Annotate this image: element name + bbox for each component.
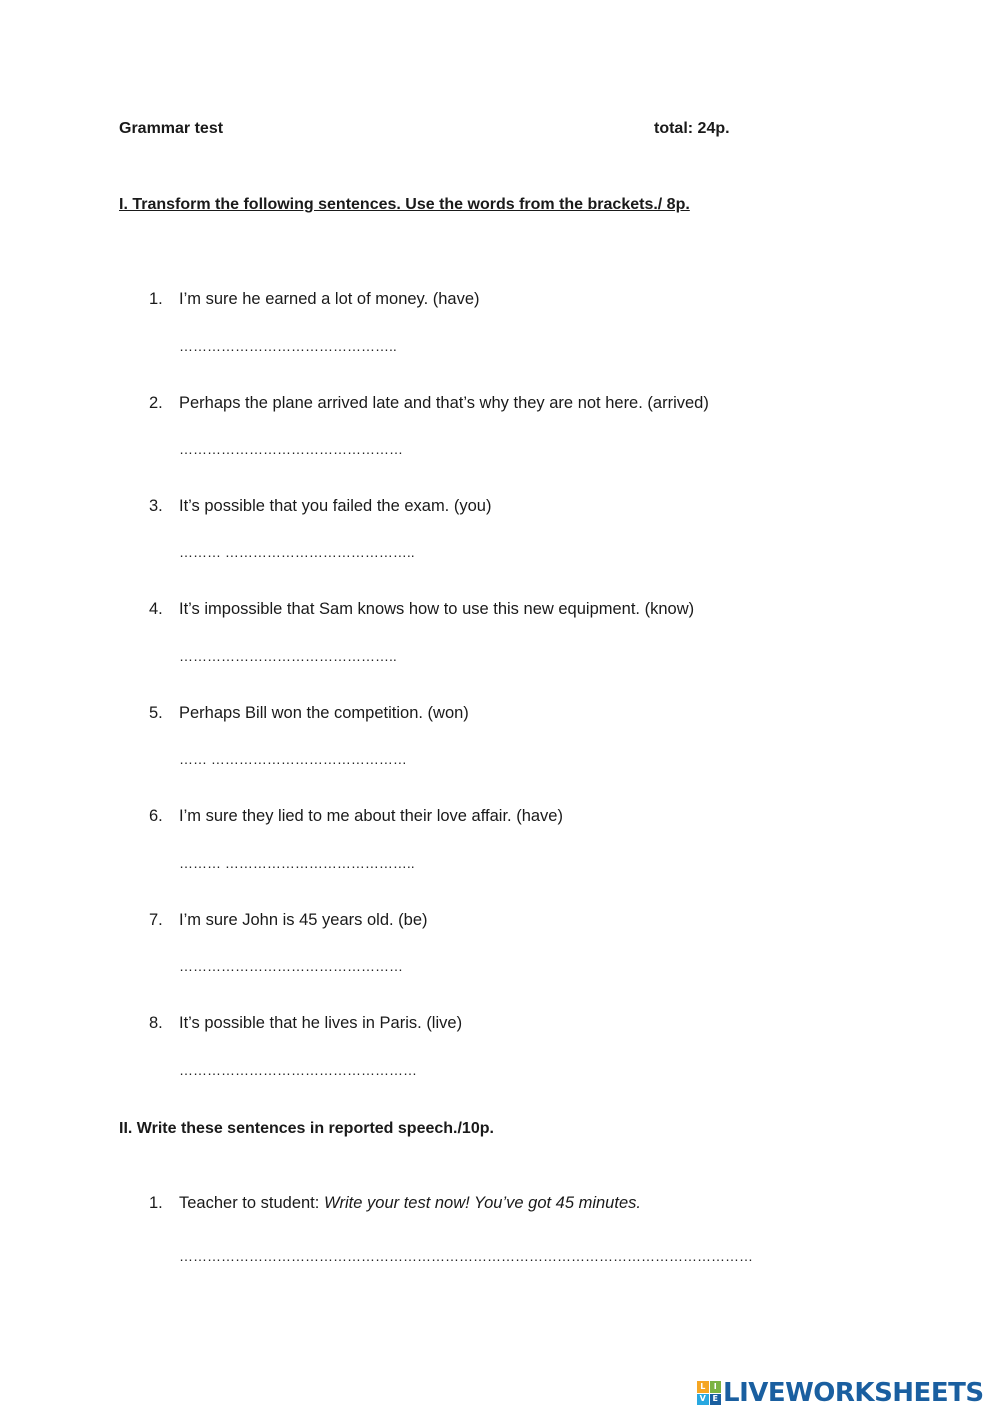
question-number: 7. — [149, 911, 163, 929]
answer-blank[interactable]: ……… ………………………………….. — [179, 855, 415, 871]
answer-blank[interactable]: …… …………………………………… — [179, 751, 407, 767]
question-text — [179, 1194, 641, 1213]
answer-blank[interactable]: ……… ………………………………….. — [179, 544, 415, 560]
question-number: 3. — [149, 497, 163, 515]
question-text: It’s possible that you failed the exam. (you) — [179, 497, 492, 515]
speaker-label: Teacher to student: — [179, 1194, 324, 1212]
logo-mark-letter: V — [697, 1394, 709, 1406]
question-text: I’m sure they lied to me about their love affair. (have) — [179, 807, 563, 825]
section-2-title: II. Write these sentences in reported speech./10p. — [119, 1120, 494, 1137]
question-number: 2. — [149, 394, 163, 412]
question-text: Perhaps Bill won the competition. (won) — [179, 704, 469, 722]
question-number: 8. — [149, 1014, 163, 1032]
question-number: 4. — [149, 600, 163, 618]
logo-mark-letter: L — [697, 1381, 709, 1393]
answer-blank[interactable]: …………………………………………… — [179, 1062, 417, 1078]
question-number: 5. — [149, 704, 163, 722]
liveworksheets-logo — [697, 1378, 984, 1408]
answer-blank[interactable]: ……………………………………….. — [179, 338, 397, 354]
logo-mark-icon — [697, 1381, 721, 1405]
question-text: Perhaps the plane arrived late and that’s why they are not here. (arrived) — [179, 394, 709, 412]
question-number: 1. — [149, 290, 163, 308]
question-number: 1. — [149, 1194, 163, 1212]
test-title: Grammar test — [119, 120, 224, 137]
question-text: It’s impossible that Sam knows how to use this new equipment. (know) — [179, 600, 695, 618]
question-text: It’s possible that he lives in Paris. (live) — [179, 1014, 463, 1032]
question-text: I’m sure he earned a lot of money. (have) — [179, 290, 480, 308]
answer-blank[interactable]: ………………………………………… — [179, 441, 403, 457]
logo-text: LIVEWORKSHEETS — [723, 1378, 984, 1408]
answer-blank[interactable]: ………………………………………… — [179, 958, 403, 974]
answer-blank[interactable]: ……………………………………….. — [179, 648, 397, 664]
total-points: total: 24p. — [654, 120, 730, 137]
answer-blank[interactable]: …………………………………………………………………………………………………………… — [179, 1248, 753, 1264]
logo-mark-letter: I — [710, 1381, 722, 1393]
section-1-title: I. Transform the following sentences. Use the words from the brackets./ 8p. — [119, 196, 690, 213]
question-number: 6. — [149, 807, 163, 825]
question-text: I’m sure John is 45 years old. (be) — [179, 911, 428, 929]
logo-mark-letter: E — [710, 1394, 722, 1406]
quoted-speech: Write your test now! You’ve got 45 minutes. — [323, 1194, 641, 1212]
